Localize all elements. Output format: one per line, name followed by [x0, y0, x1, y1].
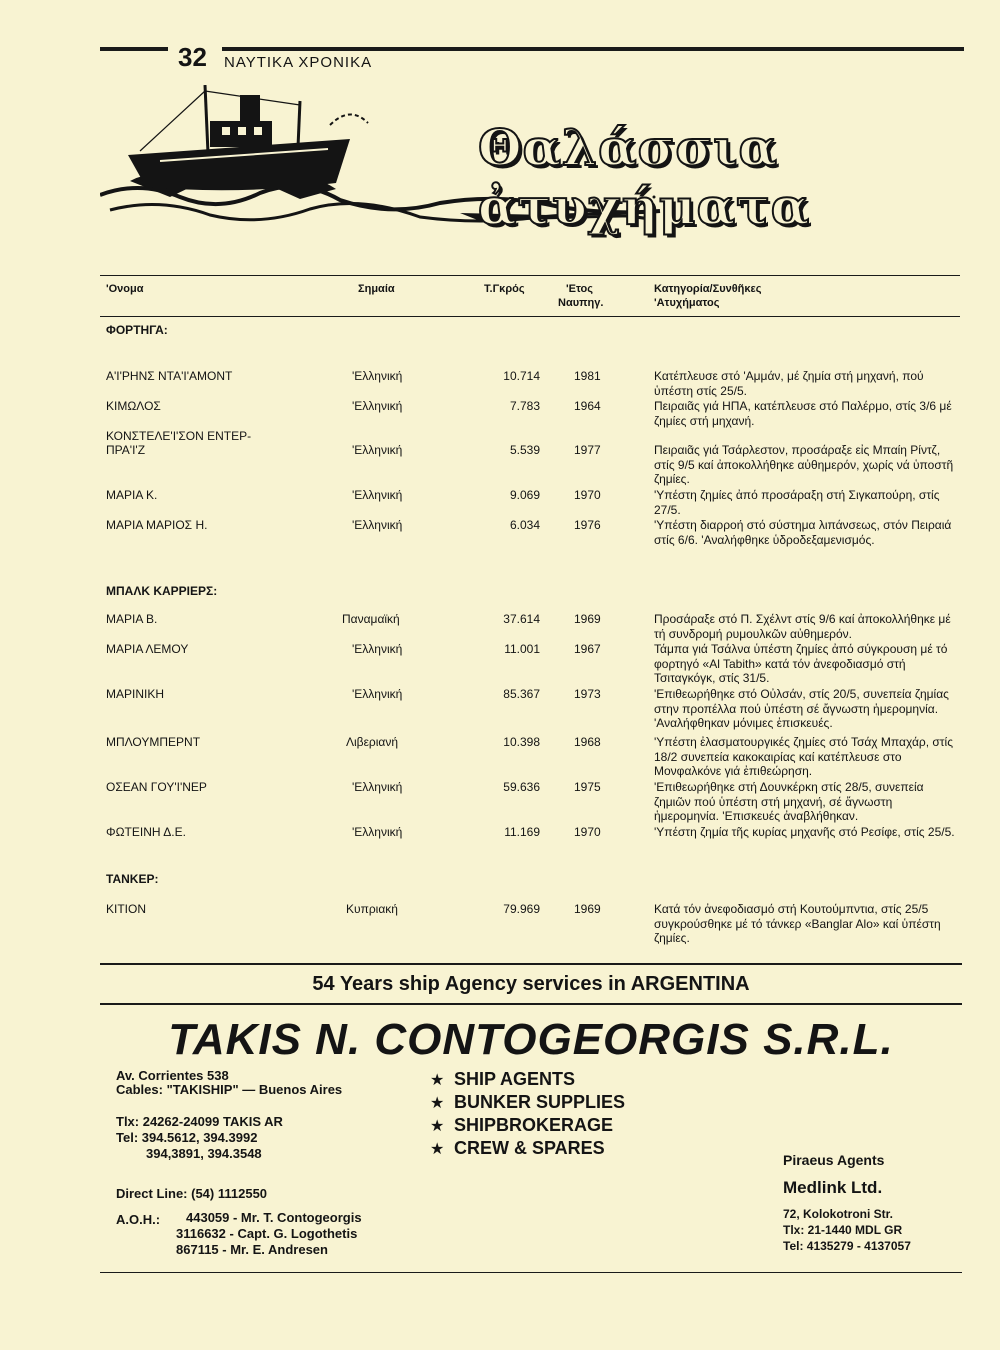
ad-phone-2: 394,3891, 394.3548: [146, 1146, 262, 1161]
table-row-flag: Κυπριακή: [346, 902, 398, 916]
col-header-year-2: Ναυπηγ.: [558, 297, 604, 309]
table-row-remark: 'Υπέστη διαρροή στό σύστημα λιπάνσεως, στόν Πειραιά στίς 6/6. 'Αναλήφθηκε ὑδροδεξαμενισμός.: [654, 518, 952, 547]
col-header-tonnage: Τ.Γκρός: [484, 283, 525, 295]
table-row-year: 1967: [574, 642, 601, 656]
table-row-tonnage: 37.614: [503, 612, 540, 626]
table-row-year: 1970: [574, 825, 601, 839]
table-row-name: ΦΩΤΕΙΝΗ Δ.Ε.: [106, 825, 186, 839]
table-row-remark: 'Επιθεωρήθηκε στή Δουνκέρκη στίς 28/5, συνεπεία ζημιῶν πού ὑπέστη στή μηχανή, σέ ἄγνωστη ἡμερομηνία. 'Επισκευές ἀναβλήθηκαν.: [654, 780, 924, 823]
piraeus-agent-name: Medlink Ltd.: [783, 1178, 883, 1197]
table-row-tonnage: 11.169: [504, 825, 540, 839]
ad-bottom-rule: [100, 1272, 962, 1273]
table-row-remark: Κατά τόν ἀνεφοδιασμό στή Κουτούμπντια, στίς 25/5 συγκρούσθηκε μέ τό τάνκερ «Banglar Alo» καί ὑπέστη ζημίες.: [654, 902, 941, 945]
table-row-remark: Προσάραξε στό Π. Σχέλντ στίς 9/6 καί ἀποκολλήθηκε μέ τή συνδρομή ρυμουλκῶν αὐθημερόν.: [654, 612, 951, 641]
piraeus-heading: Piraeus Agents: [783, 1152, 885, 1168]
table-row-flag: 'Ελληνική: [352, 369, 403, 383]
table-row-flag: 'Ελληνική: [352, 687, 403, 701]
ad-aoh-contact: 3116632 - Capt. G. Logothetis: [176, 1226, 358, 1241]
table-row-tonnage: 5.539: [509, 443, 540, 457]
table-row-name: Α'Ι'ΡΗΝΣ ΝΤΑ'Ι'ΑΜΟΝΤ: [106, 369, 233, 383]
table-header-rule: [100, 316, 960, 317]
table-row-name: ΜΑΡΙΝΙΚΗ: [106, 687, 165, 701]
table-row-name: ΜΑΡΙΑ ΛΕΜΟΥ: [106, 642, 189, 656]
table-row-remark: 'Υπέστη ἐλασματουργικές ζημίες στό Τσάχ Μπαχάρ, στίς 18/2 συνεπεία κακοκαιρίας καί κατέπλευσε στο Μονφαλκόνε γιά ἐπιθεώρηση.: [654, 735, 953, 778]
category-tanker: ΤΑΝΚΕΡ:: [106, 872, 159, 886]
table-row-remark: 'Επιθεωρήθηκε στό Οὐλσάν, στίς 20/5, συνεπεία ζημίας στην προπέλλα πού ὑπέστη σέ ἄγνωστη ἡμερομηνία. 'Αναλήφθηκαν μόνιμες ἐπισκευές.: [654, 687, 949, 730]
ad-direct-line: Direct Line: (54) 1112550: [116, 1186, 268, 1201]
page-number: 32: [178, 42, 207, 72]
piraeus-telex: Tlx: 21-1440 MDL GR: [783, 1223, 903, 1237]
table-row-year: 1973: [574, 687, 601, 701]
table-row-flag: 'Ελληνική: [352, 825, 403, 839]
table-top-rule: [100, 275, 960, 276]
star-icon: ★: [430, 1118, 445, 1135]
table-row-tonnage: 59.636: [503, 780, 540, 794]
table-row-tonnage: 11.001: [504, 642, 540, 656]
table-row-year: 1969: [574, 612, 601, 626]
ad-aoh-label: A.O.H.:: [116, 1212, 161, 1227]
table-row-flag: 'Ελληνική: [352, 488, 403, 502]
table-row-name: ΟΣΕΑΝ ΓΟΥ'Ι'ΝΕΡ: [106, 780, 207, 794]
table-row-year: 1976: [574, 518, 601, 532]
header-rule-left: [100, 47, 168, 51]
category-cargo: ΦΟΡΤΗΓΑ:: [106, 323, 168, 337]
ad-top-rule: [100, 963, 962, 965]
table-row-tonnage: 79.969: [503, 902, 540, 916]
table-row-remark: Κατέπλευσε στό 'Αμμάν, μέ ζημία στή μηχανή, πού ὑπέστη στίς 25/5.: [654, 369, 924, 398]
table-row-tonnage: 6.034: [509, 518, 540, 532]
header-rule-right: [222, 47, 964, 51]
star-icon: ★: [430, 1095, 445, 1112]
service-item: ★ SHIPBROKERAGE: [430, 1114, 613, 1138]
table-row-name: ΜΑΡΙΑ Β.: [106, 612, 158, 626]
service-item: ★ CREW & SPARES: [430, 1137, 605, 1161]
star-icon: ★: [430, 1072, 445, 1089]
ad-cables: Cables: "TAKISHIP" — Buenos Aires: [116, 1082, 343, 1097]
ad-aoh-contact: 867115 - Mr. E. Andresen: [176, 1242, 328, 1257]
service-item: ★ SHIP AGENTS: [430, 1068, 575, 1092]
table-row-name: ΚΟΝΣΤΕΛΕ'Ι'ΣΟΝ ΕΝΤΕΡ-: [106, 429, 252, 443]
table-row-flag: 'Ελληνική: [352, 642, 403, 656]
piraeus-street: 72, Kolokotroni Str.: [783, 1207, 894, 1221]
ad-telex: Tlx: 24262-24099 TAKIS AR: [116, 1114, 283, 1129]
star-icon: ★: [430, 1141, 445, 1158]
table-row-year: 1969: [574, 902, 601, 916]
table-row-name-cont: ΠΡΑ'Ι'Ζ: [106, 443, 146, 457]
piraeus-phone: Tel: 4135279 - 4137057: [783, 1239, 911, 1253]
table-row-flag: 'Ελληνική: [352, 443, 403, 457]
table-row-tonnage: 9.069: [509, 488, 540, 502]
table-row-name: ΜΑΡΙΑ Κ.: [106, 488, 158, 502]
table-row-tonnage: 10.714: [503, 369, 540, 383]
table-row-name: ΜΑΡΙΑ ΜΑΡΙΟΣ Η.: [106, 518, 208, 532]
table-row-name: ΚΙΜΩΛΟΣ: [106, 399, 161, 413]
service-item: ★ BUNKER SUPPLIES: [430, 1091, 625, 1115]
col-header-remark: Κατηγορία/Συνθῆκες: [654, 283, 762, 295]
table-row-flag: 'Ελληνική: [352, 780, 403, 794]
table-row-flag: 'Ελληνική: [352, 518, 403, 532]
table-row-tonnage: 85.367: [503, 687, 540, 701]
table-row-tonnage: 7.783: [509, 399, 540, 413]
col-header-flag: Σημαία: [358, 283, 395, 295]
ad-address: Av. Corrientes 538: [116, 1068, 229, 1083]
col-header-year: 'Ετος: [566, 283, 593, 295]
magazine-title: ΝΑΥΤΙΚΑ ΧΡΟΝΙΚΑ: [224, 54, 373, 71]
table-row-remark: 'Υπέστη ζημία τῆς κυρίας μηχανῆς στό Ρεσίφε, στίς 25/5.: [654, 825, 955, 839]
table-row-remark: Πειραιᾶς γιά ΗΠΑ, κατέπλευσε στό Παλέρμο, στίς 3/6 μέ ζημίες στή μηχανή.: [654, 399, 952, 428]
category-bulk: ΜΠΑΛΚ ΚΑΡΡΙΕΡΣ:: [106, 584, 218, 598]
table-row-year: 1970: [574, 488, 601, 502]
table-row-year: 1968: [574, 735, 601, 749]
table-row-year: 1981: [574, 369, 601, 383]
table-row-flag: Λιβεριανή: [346, 735, 399, 749]
col-header-name: 'Ονομα: [106, 283, 144, 295]
table-row-flag: Παναμαϊκή: [342, 612, 400, 626]
table-row-year: 1977: [574, 443, 601, 457]
ad-tagline-rule: [100, 1003, 962, 1005]
table-row-year: 1975: [574, 780, 601, 794]
ad-aoh-contact: 443059 - Mr. T. Contogeorgis: [186, 1210, 362, 1225]
table-row-name: ΜΠΛΟΥΜΠΕΡΝΤ: [106, 735, 201, 749]
ad-company-name: TAKIS N. CONTOGEORGIS S.R.L.: [168, 1015, 894, 1064]
table-row-remark: Τάμπα γιά Τσάλνα ὑπέστη ζημίες ἀπό σύγκρουση μέ τό φορτηγό «Al Tabith» κατά τόν ἀνεφοδιασμό στή Τσιταγκόγκ, στίς 31/5.: [654, 642, 948, 685]
ad-phone: Tel: 394.5612, 394.3992: [116, 1130, 258, 1145]
col-header-remark-2: 'Ατυχήματος: [654, 297, 720, 309]
table-row-year: 1964: [574, 399, 601, 413]
ad-tagline: 54 Years ship Agency services in ARGENTINA: [312, 973, 750, 995]
table-row-tonnage: 10.398: [503, 735, 540, 749]
section-title: Θαλάσσια ἀτυχήματα: [478, 118, 811, 236]
table-row-flag: 'Ελληνική: [352, 399, 403, 413]
table-row-remark: Πειραιᾶς γιά Τσάρλεστον, προσάραξε εἰς Μπαίη Ρίντζ, στίς 9/5 καί ἀποκολλήθηκε αὐθημερόν, χωρίς νά ὑποστῆ ζημίες.: [654, 443, 954, 486]
table-row-name: ΚΙΤΙΟΝ: [106, 902, 147, 916]
table-row-remark: 'Υπέστη ζημίες ἀπό προσάραξη στή Σιγκαπούρη, στίς 27/5.: [654, 488, 940, 517]
